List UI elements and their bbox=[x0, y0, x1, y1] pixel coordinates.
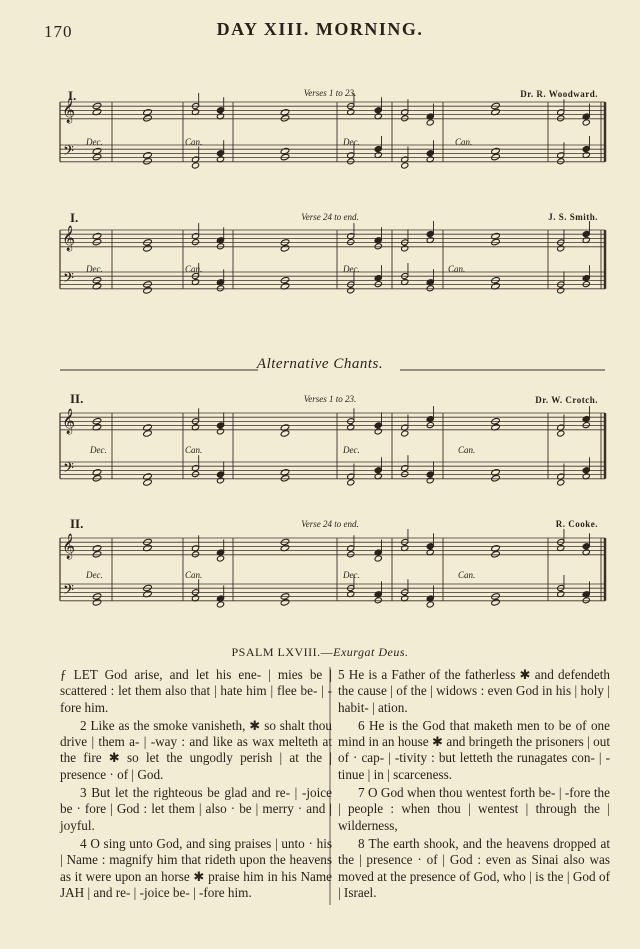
chant-composer: J. S. Smith. bbox=[548, 212, 598, 222]
psalm-subtitle: Exurgat Deus. bbox=[333, 645, 409, 659]
note-head bbox=[216, 243, 224, 250]
note-head bbox=[143, 158, 153, 166]
bass-clef: 𝄢 bbox=[63, 460, 74, 480]
note-head bbox=[143, 430, 153, 438]
psalm-verse: 8 The earth shook, and the heavens dropped at the | presence · of | God : even as Sinai also was moved at the presence of God, who | is the | God of | Israel. bbox=[338, 835, 610, 900]
note-head bbox=[582, 119, 590, 126]
psalm-title: PSALM LXVIII. bbox=[231, 645, 321, 659]
psalm-verse: 6 He is the God that maketh men to be of one mind in an house ✱ and bringeth the prisoners | out of · cap- | -tivity : but letteth the runagates con- | -tinue | in | scarceness. bbox=[338, 717, 610, 782]
note-head bbox=[216, 601, 224, 608]
note-head bbox=[191, 162, 199, 169]
chant-label: Dec. bbox=[86, 570, 103, 580]
note-head bbox=[582, 281, 590, 288]
note-head bbox=[280, 599, 290, 607]
note-head bbox=[92, 599, 102, 607]
psalm-dash: — bbox=[320, 645, 334, 659]
note-head bbox=[280, 153, 290, 161]
note-head bbox=[347, 479, 355, 486]
chant-verses: Verse 24 to end. bbox=[301, 519, 359, 529]
note-head bbox=[426, 601, 434, 608]
chant-label: Can. bbox=[185, 137, 203, 147]
psalm-text-right bbox=[338, 667, 610, 903]
note-head bbox=[426, 119, 434, 126]
note-head bbox=[92, 238, 102, 246]
note-head bbox=[557, 287, 565, 294]
psalm-verse: 7 O God when thou wentest forth be- | -fore the | people : when thou | wentest | through the | wilderness, bbox=[338, 785, 610, 833]
chant-composer: R. Cooke. bbox=[555, 519, 598, 529]
chant-label: Dec. bbox=[343, 570, 360, 580]
note-head bbox=[374, 555, 382, 562]
note-head bbox=[426, 285, 434, 292]
note-head bbox=[280, 475, 290, 483]
page-number: 170 bbox=[44, 22, 73, 41]
chant-label: Dec. bbox=[343, 137, 360, 147]
note-head bbox=[143, 245, 153, 253]
chant-number: I. bbox=[68, 88, 77, 103]
psalm-verse: 4 O sing unto God, and sing praises | unto · his | Name : magnify him that rideth upon the heavens as it were upon an horse ✱ praise him in his Name JAH | and re- | -joice be- | -fore him. bbox=[60, 835, 332, 900]
chant-label: Dec. bbox=[86, 137, 103, 147]
note-head bbox=[347, 551, 355, 558]
chant-number: I. bbox=[70, 210, 79, 225]
note-head bbox=[216, 285, 224, 292]
note-head bbox=[347, 158, 355, 165]
note-head bbox=[143, 287, 153, 295]
chant-verses: Verses 1 to 23. bbox=[303, 394, 357, 404]
treble-clef: 𝄞 bbox=[62, 98, 76, 123]
note-head bbox=[92, 475, 102, 483]
note-head bbox=[280, 115, 290, 123]
chant-label: Dec. bbox=[343, 445, 360, 455]
note-head bbox=[401, 471, 409, 478]
chant-label: Can. bbox=[458, 570, 476, 580]
note-head bbox=[374, 281, 382, 288]
treble-clef: 𝄞 bbox=[62, 409, 76, 434]
note-head bbox=[143, 115, 153, 123]
note-head bbox=[143, 479, 153, 487]
note-head bbox=[491, 153, 501, 161]
psalm-verse: 2 Like as the smoke vanisheth, ✱ so shalt thou drive | them a- | -way : and like as wax melteth at the fire ✱ so let the ungodly perish | at the | presence · of | God. bbox=[60, 717, 332, 782]
chant-label: Can. bbox=[185, 570, 203, 580]
chant-composer: Dr. R. Woodward. bbox=[520, 89, 598, 99]
chant-composer: Dr. W. Crotch. bbox=[535, 395, 598, 405]
bass-clef: 𝄢 bbox=[63, 270, 74, 290]
treble-clef: 𝄞 bbox=[62, 534, 76, 559]
chant-number: II. bbox=[70, 391, 84, 406]
note-head bbox=[557, 479, 565, 486]
note-head bbox=[191, 471, 199, 478]
note-head bbox=[280, 245, 290, 253]
chant-label: Can. bbox=[455, 137, 473, 147]
psalm-verse: 5 He is a Father of the fatherless ✱ and defendeth the cause | of the | widows : even God in his | holy | habit- | ation. bbox=[338, 667, 610, 715]
note-head bbox=[491, 551, 501, 559]
note-head bbox=[347, 239, 355, 246]
chant-label: Dec. bbox=[343, 264, 360, 274]
note-head bbox=[401, 162, 409, 169]
note-head bbox=[401, 430, 409, 437]
chant-verses: Verse 24 to end. bbox=[301, 212, 359, 222]
treble-clef: 𝄞 bbox=[62, 226, 76, 251]
note-head bbox=[557, 245, 565, 252]
note-head bbox=[491, 475, 501, 483]
note-head bbox=[557, 115, 565, 122]
section-heading: Alternative Chants. bbox=[256, 356, 384, 372]
psalm-heading bbox=[0, 645, 640, 660]
chant-label: Dec. bbox=[90, 445, 107, 455]
note-head bbox=[216, 555, 224, 562]
chant-verses: Verses 1 to 23. bbox=[303, 88, 357, 98]
bass-clef: 𝄢 bbox=[63, 582, 74, 602]
note-head bbox=[374, 428, 382, 435]
bass-clef: 𝄢 bbox=[63, 143, 74, 163]
note-head bbox=[216, 477, 224, 484]
chant-label: Dec. bbox=[86, 264, 103, 274]
note-head bbox=[374, 243, 382, 250]
note-head bbox=[426, 477, 434, 484]
note-head bbox=[92, 551, 102, 559]
chant-label: Can. bbox=[448, 264, 466, 274]
note-head bbox=[216, 428, 224, 435]
note-head bbox=[347, 287, 355, 294]
note-head bbox=[582, 422, 590, 429]
note-head bbox=[582, 597, 590, 604]
page-title: DAY XIII. MORNING. bbox=[216, 19, 424, 39]
note-head bbox=[92, 153, 102, 161]
note-head bbox=[491, 238, 501, 246]
note-head bbox=[280, 430, 290, 438]
chant-label: Can. bbox=[458, 445, 476, 455]
chant-number: II. bbox=[70, 516, 84, 531]
note-head bbox=[374, 597, 382, 604]
note-head bbox=[557, 430, 565, 437]
note-head bbox=[191, 551, 199, 558]
note-head bbox=[557, 158, 565, 165]
note-head bbox=[401, 115, 409, 122]
note-head bbox=[191, 239, 199, 246]
psalm-text-left bbox=[60, 667, 332, 903]
note-head bbox=[491, 599, 501, 607]
note-head bbox=[426, 422, 434, 429]
psalm-verse: 3 But let the righteous be glad and re- | -joice be · fore | God : let them | also · be | merry · and | joyful. bbox=[60, 785, 332, 833]
note-head bbox=[401, 245, 409, 252]
chant-label: Can. bbox=[185, 264, 203, 274]
chant-label: Can. bbox=[185, 445, 203, 455]
psalm-verse: ƒ LET God arise, and let his ene- | mies be | scattered : let them also that | hate him | flee be- | -fore him. bbox=[60, 667, 332, 715]
